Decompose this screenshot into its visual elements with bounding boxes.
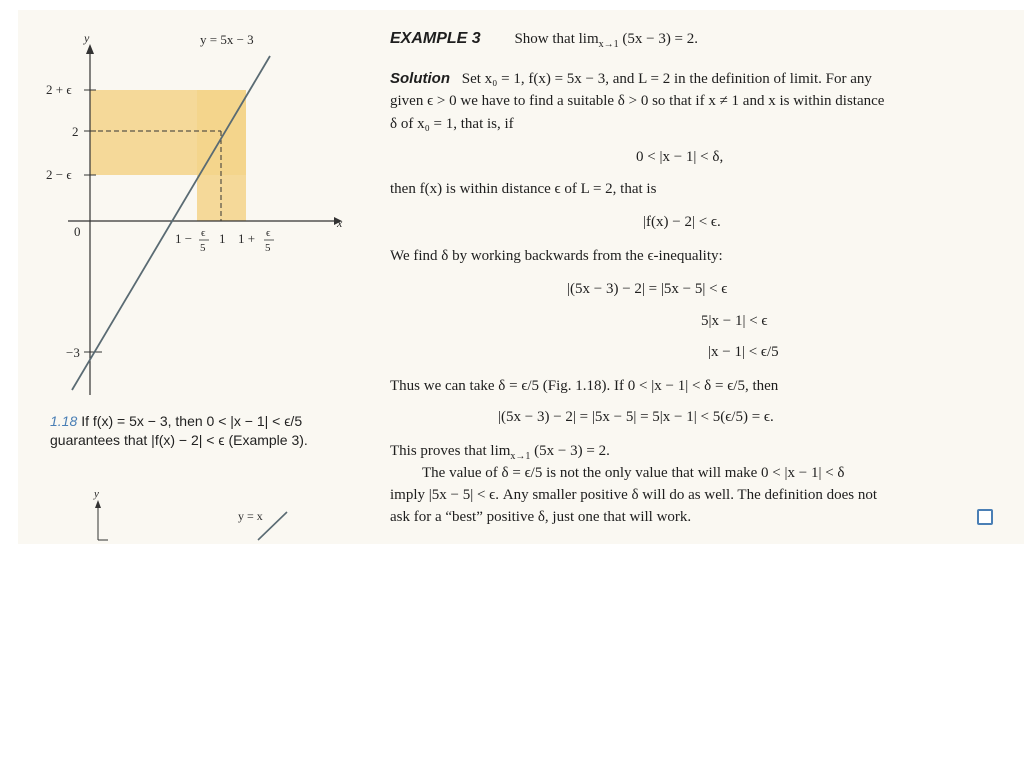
example-statement-end: (5x − 3) = 2.	[622, 31, 699, 47]
paragraph-2: then f(x) is within distance ϵ of L = 2, that is	[390, 181, 657, 197]
example-lim-sub: x→1	[598, 39, 619, 50]
paragraph-4: Thus we can take δ = ϵ/5 (Fig. 1.18). If 0 < |x − 1| < δ = ϵ/5, then	[390, 378, 779, 394]
second-figure-y-label: y	[94, 488, 99, 500]
caption-line-2: guarantees that |f(x) − 2| < ϵ (Example 3).	[50, 432, 308, 448]
solution-line-2: given ϵ > 0 we have to find a suitable δ > 0 so that if x ≠ 1 and x is within distance	[390, 93, 885, 109]
paragraph-5-end: (5x − 3) = 2.	[534, 443, 610, 459]
label-2-plus-eps: 2 + ϵ	[46, 82, 72, 97]
figure-1-18	[0, 0, 380, 544]
equation-4: 5|x − 1| < ϵ	[701, 313, 768, 329]
label-neg3: −3	[66, 345, 80, 360]
line-label: y = 5x − 3	[200, 32, 254, 47]
label-zero: 0	[74, 224, 81, 239]
label-2-minus-eps: 2 − ϵ	[46, 167, 72, 182]
solution-line-1	[390, 70, 872, 88]
figure-caption	[50, 412, 380, 450]
solution-text-1: Set x₀ = 1, f(x) = 5x − 3, and L = 2 in the definition of limit. For any	[461, 71, 872, 87]
paragraph-5-sub: x→1	[510, 451, 531, 462]
paragraph-6-line-1: The value of δ = ϵ/5 is not the only value that will make 0 < |x − 1| < δ	[422, 465, 845, 481]
equation-6: |(5x − 3) − 2| = |5x − 5| = 5|x − 1| < 5(ϵ/5) = ϵ.	[498, 409, 774, 425]
end-of-proof-icon	[977, 509, 993, 525]
caption-line-1: If f(x) = 5x − 3, then 0 < |x − 1| < ϵ/5	[81, 413, 303, 429]
equation-3: |(5x − 3) − 2| = |5x − 5| < ϵ	[567, 281, 728, 297]
label-2: 2	[72, 124, 79, 139]
y-axis-arrow	[86, 44, 94, 54]
paragraph-3: We find δ by working backwards from the ϵ-inequality:	[390, 248, 723, 264]
caption-number: 1.18	[50, 413, 78, 429]
label-1: 1	[219, 231, 226, 246]
equation-5: |x − 1| < ϵ/5	[708, 344, 779, 360]
solution-line-3: δ of x₀ = 1, that is, if	[390, 116, 514, 132]
equation-1: 0 < |x − 1| < δ,	[636, 149, 724, 165]
label-eps-den-right: 5	[265, 242, 271, 254]
label-1-minus: 1 −	[175, 231, 193, 246]
example-statement: Show that lim	[514, 31, 599, 47]
second-figure-y-arrow	[95, 500, 101, 508]
label-1-plus: 1 +	[238, 231, 256, 246]
paragraph-5	[390, 443, 610, 462]
label-eps-num-left: ϵ	[201, 227, 206, 239]
paragraph-5-start: This proves that lim	[390, 443, 511, 459]
second-figure-line-label: y = x	[238, 509, 263, 523]
example-label: EXAMPLE 3	[390, 30, 481, 47]
x-axis-label: x	[337, 216, 343, 230]
equation-2: |f(x) − 2| < ϵ.	[643, 214, 721, 230]
example-heading	[390, 30, 698, 50]
solution-label: Solution	[390, 70, 450, 87]
paragraph-6-line-2: imply |5x − 5| < ϵ. Any smaller positive δ will do as well. The definition does not	[390, 487, 877, 503]
label-eps-den-left: 5	[200, 242, 206, 254]
paragraph-6-line-3: ask for a “best” positive δ, just one that will work.	[390, 509, 692, 525]
y-axis-label: y	[84, 31, 90, 45]
label-eps-num-right: ϵ	[266, 227, 271, 239]
